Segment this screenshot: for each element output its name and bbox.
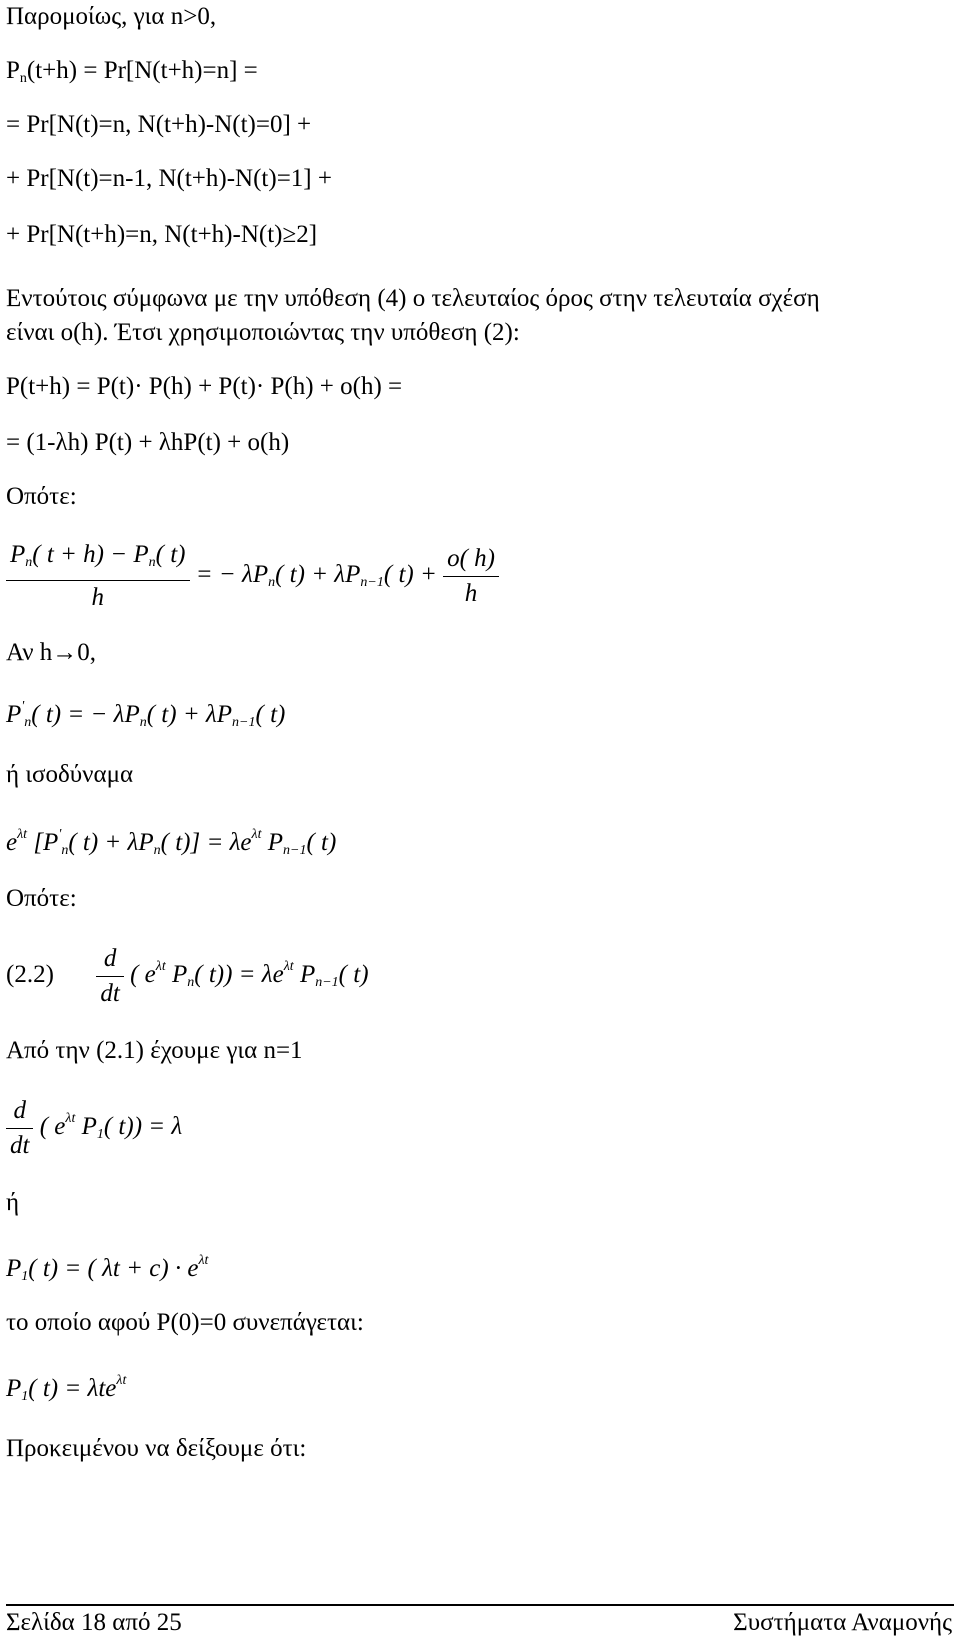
fraction: $\frac{d}{dt}$ [96, 942, 123, 1011]
fraction: $\frac{d}{dt}$ [6, 1094, 33, 1163]
text-line: Παρομοίως, για n>0, [6, 3, 217, 30]
eq-subscript: n [19, 71, 27, 86]
eq-text: P [6, 57, 20, 84]
equation-line: = Pr[N(t)=n, N(t+h)-N(t)=0] + [6, 111, 312, 138]
text-line: Προκειμένου να δείξουμε ότι: [6, 1435, 307, 1462]
paragraph-line: Εντούτοις σύμφωνα με την υπόθεση (4) ο τελευταίος όρος στην τελευταία σχέση [6, 285, 820, 312]
text-line: Οπότε: [6, 483, 77, 510]
equation-result: $P_1$( t) = λte$^{\lambda t}$ [6, 1373, 127, 1404]
text-line: ή [6, 1189, 20, 1216]
equation-derivative: $P'_n$( t) = − $\lambda P_n$( $t) + \lambda P_{n-1}$( t) [6, 699, 286, 730]
text-line: Από την (2.1) έχουμε για n=1 [6, 1037, 303, 1064]
equation-number: (2.2) [6, 961, 54, 989]
document-title: Συστήματα Αναμονής [733, 1609, 952, 1636]
equation-line: + Pr[N(t+h)=n, N(t+h)-N(t)≥2] [6, 221, 318, 248]
footer-divider [6, 1604, 954, 1606]
equation-line: + Pr[N(t)=n-1, N(t+h)-N(t)=1] + [6, 165, 332, 192]
equation-2-2: (2.2) $\frac{d}{dt}$ ( $e^{\lambda t}$ $P_n$( $t)) = \lambda e^{\lambda t}$ $P_{n-1}$( t) [6, 942, 369, 1011]
equation-solution: $P_1$( t) = ( $\lambda t + c) \cdot e^{\lambda t}$ [6, 1253, 209, 1284]
equation-n1: $\frac{d}{dt}$ ( $e^{\lambda t}$ $P_1$( t)) = λ [6, 1094, 182, 1163]
page-number: Σελίδα 18 από 25 [6, 1609, 182, 1636]
equation-difference-quotient: $\frac{P_n( t + h) - P_n( t)}{h}$ = − $\lambda P_n$( $t) + \lambda P_{n-1}$( t) + $\frac{o( h)}{h}$ [6, 538, 499, 615]
fraction: $\frac{o( h)}{h}$ [443, 542, 499, 611]
text-line: Οπότε: [6, 885, 77, 912]
paragraph-line: είναι o(h). Έτσι χρησιμοποιώντας την υπόθεση (2): [6, 319, 520, 346]
text-line: Αν h→0, [6, 639, 97, 666]
equation-line: = (1-λh) P(t) + λhP(t) + o(h) [6, 429, 290, 456]
fraction: $\frac{P_n( t + h) - P_n( t)}{h}$ [6, 538, 190, 615]
equation-line [6, 56, 258, 94]
equation-line: P(t+h) = P(t)· P(h) + P(t)· P(h) + o(h) = [6, 373, 403, 400]
text-line: το οποίο αφού P(0)=0 συνεπάγεται: [6, 1309, 364, 1336]
equation-equivalent: $e^{\lambda t}$ [$P'_n$( $t) + \lambda P_n$( $t)] = \lambda e^{\lambda t}$ $P_{n-1}$( t) [6, 827, 337, 858]
eq-text: (t+h) = Pr[N(t+h)=n] = [26, 57, 258, 84]
text-line: ή ισοδύναμα [6, 761, 134, 788]
